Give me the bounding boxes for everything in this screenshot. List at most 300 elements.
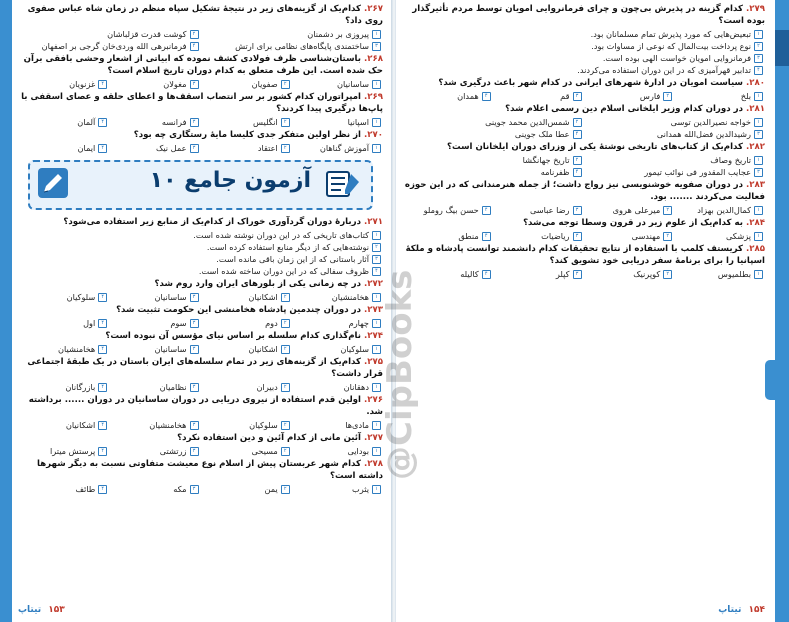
option-box-icon: ۱ [372, 447, 381, 456]
answer-options [18, 28, 383, 52]
question-number: ۲۶۹. [363, 92, 383, 102]
right-column [402, 2, 765, 600]
answer-option[interactable] [402, 268, 493, 280]
option-text: سلوکیان [249, 420, 278, 430]
answer-option[interactable] [18, 445, 109, 457]
question-stem [18, 91, 383, 115]
option-box-icon: ۳ [190, 118, 199, 127]
answer-option[interactable] [18, 483, 109, 495]
option-box-icon: ۴ [98, 447, 107, 456]
answer-option[interactable] [18, 116, 109, 128]
option-text: دوم [265, 318, 278, 328]
question-number: ۲۸۵. [745, 244, 765, 254]
question-number: ۲۷۵. [363, 357, 383, 367]
answer-option[interactable] [674, 90, 765, 102]
edge-marker [765, 360, 775, 400]
option-text: نوشته‌هایی که از دیگر منابع استفاده کرده است. [206, 242, 369, 252]
left-column [18, 2, 383, 600]
option-text: کوشت قدرت قزلباشان [107, 29, 187, 39]
answer-option[interactable] [18, 241, 383, 253]
answer-option[interactable] [493, 204, 584, 216]
answer-option[interactable] [201, 445, 292, 457]
question-stem [402, 77, 765, 89]
option-box-icon: ۳ [190, 485, 199, 494]
option-text: سوم [170, 318, 187, 328]
option-text: مهندسی [631, 231, 661, 241]
question-number: ۲۸۲. [745, 142, 765, 152]
answer-option[interactable] [292, 419, 383, 431]
answer-option[interactable] [493, 230, 584, 242]
answer-option[interactable] [109, 343, 200, 355]
option-box-icon: ۳ [190, 383, 199, 392]
option-text: هخامنشیان [331, 292, 369, 302]
option-box-icon: ۱ [754, 118, 763, 127]
option-box-icon: ۱ [372, 118, 381, 127]
left-page-number: ۱۵۳ [48, 605, 65, 615]
question-number: ۲۸۱. [745, 104, 765, 114]
answer-option[interactable] [292, 381, 383, 393]
left-footer [18, 605, 69, 619]
question-text: در دوران صفویه خوشنویسی نیز رواج داشت؛ از جمله هنرمندانی که در این حوزه فعالیت می‌کردند ....... بود. [404, 180, 765, 202]
exam-icon [325, 170, 361, 198]
question-stem [18, 278, 383, 290]
answer-option[interactable] [201, 343, 292, 355]
option-box-icon: ۲ [663, 270, 672, 279]
answer-option[interactable] [18, 229, 383, 241]
option-box-icon: ۲ [281, 118, 290, 127]
option-text: عمل نیک [156, 143, 187, 153]
answer-option[interactable] [18, 142, 109, 154]
option-text: بازرگانان [65, 382, 96, 392]
answer-option[interactable] [674, 268, 765, 280]
option-box-icon: ۳ [573, 92, 582, 101]
option-text: خواجه نصیرالدین توسی [670, 117, 751, 127]
answer-option[interactable] [584, 230, 675, 242]
option-box-icon: ۱ [754, 232, 763, 241]
option-text: سلوکیان [66, 292, 96, 302]
answer-option[interactable] [584, 204, 675, 216]
option-text: دبیران [256, 382, 278, 392]
option-text: دهقانان [343, 382, 369, 392]
answer-options [18, 291, 383, 303]
answer-option[interactable] [109, 142, 200, 154]
option-text: کالیله [460, 269, 479, 279]
option-text: آموزش گناهان [319, 143, 369, 153]
answer-option[interactable] [402, 204, 493, 216]
answer-options [402, 204, 765, 216]
question-number: ۲۸۴. [745, 218, 765, 228]
answer-option[interactable] [292, 291, 383, 303]
question-text: از نظر اولین متفکر جدی کلیسا مایهٔ رستگاری چه بود؟ [133, 130, 361, 140]
option-box-icon: ۳ [754, 130, 763, 139]
answer-option[interactable] [109, 419, 200, 431]
option-box-icon: ۲ [281, 485, 290, 494]
answer-options [18, 229, 383, 277]
option-box-icon: ۴ [372, 267, 381, 276]
option-text: میرعلی هروی [612, 205, 661, 215]
answer-options [402, 230, 765, 242]
option-box-icon: ۳ [190, 421, 199, 430]
answer-option[interactable] [292, 445, 383, 457]
option-box-icon: ۳ [372, 255, 381, 264]
option-box-icon: ۴ [482, 270, 491, 279]
left-questions-top [18, 3, 383, 154]
option-box-icon: ۱ [372, 319, 381, 328]
option-text: عطا ملک جوینی [514, 129, 570, 139]
question-text: آئین مانی از کدام آئین و دین استفاده نکرد؟ [177, 433, 361, 443]
option-text: غزنویان [69, 79, 96, 89]
banner-title: آزمون جامع ۱۰ [149, 168, 311, 193]
answer-options [18, 116, 383, 128]
option-box-icon: ۱ [754, 206, 763, 215]
option-box-icon: ۱ [754, 270, 763, 279]
option-box-icon: ۴ [98, 144, 107, 153]
option-box-icon: ۲ [754, 42, 763, 51]
option-box-icon: ۴ [482, 232, 491, 241]
option-text: ساسانیان [154, 344, 187, 354]
answer-options [18, 483, 383, 495]
answer-option[interactable] [201, 291, 292, 303]
option-text: عجایب المقدور فی نوائب تیمور [644, 167, 751, 177]
option-text: اعتقاد [257, 143, 278, 153]
option-box-icon: ۴ [98, 118, 107, 127]
option-text: کتاب‌های تاریخی که در این دوران نوشته شده است. [193, 230, 369, 240]
option-text: چهارم [348, 318, 369, 328]
option-text: سلوکیان [340, 344, 369, 354]
option-box-icon: ۴ [98, 293, 107, 302]
option-box-icon: ۴ [98, 383, 107, 392]
question-text: کدام‌یک از کتاب‌های تاریخی نوشتهٔ یکی از وزرای دوران ایلخانان است؟ [446, 142, 743, 152]
answer-option[interactable] [109, 317, 200, 329]
answer-option[interactable] [18, 253, 383, 265]
option-box-icon: ۴ [573, 130, 582, 139]
answer-option[interactable] [201, 116, 292, 128]
question-number: ۲۷۰. [363, 130, 383, 140]
right-footer [718, 605, 769, 619]
question-stem [402, 179, 765, 203]
section-edge-tab [775, 30, 789, 66]
left-footer-label: تیتاپ [18, 605, 42, 615]
option-text: ساسانیان [337, 79, 369, 89]
right-page [396, 0, 789, 622]
option-box-icon: ۳ [573, 270, 582, 279]
option-box-icon: ۱ [372, 293, 381, 302]
option-text: ظروف سفالی که در این دوران ساخته شده است. [198, 266, 369, 276]
watermark: @CipBooks [380, 269, 420, 480]
option-text: ظفرنامه [540, 167, 570, 177]
answer-option[interactable] [292, 116, 383, 128]
option-text: زرتشتی [159, 446, 187, 456]
option-text: صفویان [251, 79, 278, 89]
question-text: کدام گزینه در پذیرش بی‌چون و چرای فرمانروایی امویان توسط مردم تأثیرگذار بوده است؟ [412, 4, 765, 26]
option-text: فرمانروایی امویان خواست الهی بوده است. [602, 53, 751, 63]
right-footer-label: تیتاپ [718, 605, 742, 615]
option-text: انگلیس [253, 117, 278, 127]
answer-option[interactable] [201, 28, 384, 40]
option-text: کمال‌الدین بهزاد [697, 205, 751, 215]
answer-option[interactable] [402, 154, 584, 166]
question-stem [18, 216, 383, 228]
answer-option[interactable] [18, 28, 201, 40]
option-box-icon: ۴ [98, 421, 107, 430]
pencil-icon [38, 168, 68, 198]
question-stem [402, 103, 765, 115]
answer-option[interactable] [584, 128, 766, 140]
option-box-icon: ۲ [281, 421, 290, 430]
option-text: اسپانیا [347, 117, 369, 127]
option-text: اشکانیان [65, 420, 96, 430]
answer-options [18, 142, 383, 154]
question-stem [18, 394, 383, 418]
option-text: تاریخ جهانگشا [522, 155, 570, 165]
answer-option[interactable] [109, 445, 200, 457]
question-number: ۲۷۸. [363, 459, 383, 469]
option-text: ساختمندی پایگاه‌های نظامی برای ارتش [235, 41, 369, 51]
option-text: بودایی [347, 446, 369, 456]
answer-option[interactable] [201, 381, 292, 393]
answer-option[interactable] [292, 142, 383, 154]
answer-option[interactable] [109, 483, 200, 495]
answer-option[interactable] [18, 78, 109, 90]
question-text: امپراتوران کدام کشور بر سر انتصاب اسقف‌ها و اعطای حلقه و عصای اسقفی با پاپ‌ها درگیری پیدا کردند؟ [21, 92, 383, 114]
answer-options [402, 28, 765, 76]
question-stem [18, 458, 383, 482]
answer-option[interactable] [109, 291, 200, 303]
answer-option[interactable] [18, 291, 109, 303]
answer-options [402, 116, 765, 140]
answer-option[interactable] [292, 78, 383, 90]
option-text: نوع پرداخت بیت‌المال که نوعی از مساوات بود. [591, 41, 751, 51]
answer-option[interactable] [18, 381, 109, 393]
option-text: فارس [639, 91, 661, 101]
answer-option[interactable] [402, 166, 584, 178]
option-box-icon: ۱ [754, 30, 763, 39]
option-text: رشیدالدین فضل‌الله همدانی [656, 129, 751, 139]
option-text: مکه [173, 484, 187, 494]
question-number: ۲۶۷. [363, 4, 383, 14]
answer-option[interactable] [18, 419, 109, 431]
answer-option[interactable] [402, 52, 765, 64]
question-text: در چه زمانی یکی از بلورهای ایران وارد روم شد؟ [154, 279, 361, 289]
answer-options [18, 78, 383, 90]
option-text: یثرب [352, 484, 369, 494]
question-stem [402, 243, 765, 267]
option-box-icon: ۴ [98, 485, 107, 494]
question-number: ۲۷۳. [363, 305, 383, 315]
option-box-icon: ۴ [98, 80, 107, 89]
answer-option[interactable] [584, 90, 675, 102]
option-box-icon: ۲ [281, 383, 290, 392]
answer-option[interactable] [402, 116, 584, 128]
option-text: همدان [457, 91, 479, 101]
option-text: تدابیر قهرآمیزی که در این دوران استفاده می‌کردند. [577, 65, 751, 75]
option-box-icon: ۳ [190, 345, 199, 354]
option-box-icon: ۳ [190, 319, 199, 328]
answer-option[interactable] [292, 317, 383, 329]
answer-option[interactable] [201, 317, 292, 329]
option-box-icon: ۱ [372, 144, 381, 153]
option-text: تبعیض‌هایی که مورد پذیرش تمام مسلمانان بود. [590, 29, 751, 39]
option-box-icon: ۴ [754, 66, 763, 75]
option-box-icon: ۲ [663, 206, 672, 215]
answer-option[interactable] [402, 64, 765, 76]
answer-option[interactable] [584, 166, 766, 178]
answer-options [402, 154, 765, 178]
question-text: کدام‌یک از گزینه‌های زیر در نتیجهٔ تشکیل سپاه منظم در زمان شاه عباس صفوی روی داد؟ [27, 4, 383, 26]
question-stem [18, 432, 383, 444]
option-box-icon: ۲ [190, 30, 199, 39]
option-text: قم [560, 91, 570, 101]
option-text: منطق [458, 231, 479, 241]
question-text: در دوران کدام وزیر ایلخانی اسلام دین رسمی اعلام شد؟ [505, 104, 743, 114]
question-text: سیاست امویان در ادارهٔ شهرهای ایرانی در کدام شهر باعث درگیری شد؟ [438, 78, 743, 88]
option-box-icon: ۳ [573, 206, 582, 215]
answer-options [18, 317, 383, 329]
answer-option[interactable] [201, 142, 292, 154]
question-text: به کدام‌یک از علوم زیر در قرون وسطا توجه می‌شد؟ [523, 218, 743, 228]
option-text: رضا عباسی [529, 205, 570, 215]
right-questions [402, 3, 765, 280]
question-stem [18, 330, 383, 342]
answer-option[interactable] [109, 116, 200, 128]
option-box-icon: ۲ [663, 92, 672, 101]
option-text: بلخ [740, 91, 751, 101]
option-text: ایمان [77, 143, 96, 153]
option-text: هخامنشیان [58, 344, 96, 354]
option-box-icon: ۳ [372, 42, 381, 51]
question-number: ۲۶۸. [363, 54, 383, 64]
option-box-icon: ۳ [190, 293, 199, 302]
question-number: ۲۸۰. [745, 78, 765, 88]
question-stem [18, 3, 383, 27]
question-text: باستان‌شناسی ظرف فولادی کشف نموده که ابیاتی از اشعار وحشی بافقی برآن حک شده است. این ظرف متعلق به کدام دوران تاریخ اسلام است؟ [23, 54, 383, 76]
option-box-icon: ۲ [573, 118, 582, 127]
answer-option[interactable] [674, 230, 765, 242]
option-text: یمن [264, 484, 278, 494]
question-stem [18, 129, 383, 141]
question-stem [402, 217, 765, 229]
option-box-icon: ۴ [482, 92, 491, 101]
answer-option[interactable] [584, 116, 766, 128]
question-number: ۲۷۴. [363, 331, 383, 341]
answer-option[interactable] [674, 204, 765, 216]
option-box-icon: ۴ [573, 168, 582, 177]
answer-option[interactable] [201, 40, 384, 52]
answer-option[interactable] [201, 78, 292, 90]
option-box-icon: ۳ [754, 168, 763, 177]
option-box-icon: ۲ [663, 232, 672, 241]
answer-options [402, 268, 765, 280]
answer-option[interactable] [18, 343, 109, 355]
question-text: اولین قدم استفاده از نیروی دریایی در دوران ساسانیان در دوران ...... برداشته شد. [28, 395, 383, 417]
option-box-icon: ۱ [372, 80, 381, 89]
answer-option[interactable] [584, 154, 766, 166]
answer-option[interactable] [493, 268, 584, 280]
question-number: ۲۷۶. [363, 395, 383, 405]
question-stem [18, 356, 383, 380]
option-box-icon: ۲ [281, 144, 290, 153]
option-text: بطلمیوس [717, 269, 751, 279]
option-box-icon: ۳ [190, 447, 199, 456]
left-page [0, 0, 393, 622]
option-box-icon: ۱ [754, 92, 763, 101]
question-text: در دوران چندمین پادشاه هخامنشی این حکومت تثبیت شد؟ [116, 305, 361, 315]
option-box-icon: ۲ [281, 319, 290, 328]
option-text: کوپرنیک [633, 269, 661, 279]
answer-option[interactable] [402, 40, 765, 52]
answer-options [18, 419, 383, 431]
option-text: ساسانیان [154, 292, 187, 302]
question-stem [402, 3, 765, 27]
option-box-icon: ۲ [281, 447, 290, 456]
answer-option[interactable] [402, 128, 584, 140]
option-box-icon: ۱ [372, 383, 381, 392]
option-box-icon: ۲ [372, 243, 381, 252]
answer-option[interactable] [18, 265, 383, 277]
left-questions-bottom [18, 216, 383, 495]
answer-options [402, 90, 765, 102]
option-box-icon: ۲ [281, 80, 290, 89]
option-box-icon: ۳ [190, 80, 199, 89]
option-text: اشکانیان [248, 344, 278, 354]
option-text: حسن بیگ روملو [423, 205, 479, 215]
question-number: ۲۸۳. [745, 180, 765, 190]
option-text: آثار باستانی که از این زمان باقی مانده است. [216, 254, 369, 264]
option-box-icon: ۱ [372, 231, 381, 240]
answer-option[interactable] [584, 268, 675, 280]
option-box-icon: ۴ [482, 206, 491, 215]
option-text: پیروزی بر دشمنان [307, 29, 369, 39]
question-text: کریستف کلمب با استفاده از نتایج تحقیقات کدام دانشمند توانست پادشاه و ملکهٔ اسپانیا را برای برنامهٔ سفر دریایی خود تشویق کند؟ [405, 244, 765, 266]
question-text: کدام شهر عربستان پیش از اسلام نوع معیشت متفاوتی نسبت به دیگر شهرها داشته است؟ [36, 459, 383, 481]
question-number: ۲۷۷. [363, 433, 383, 443]
answer-option[interactable] [201, 419, 292, 431]
option-text: نظامیان [159, 382, 187, 392]
question-stem [18, 53, 383, 77]
option-box-icon: ۱ [372, 485, 381, 494]
answer-option[interactable] [493, 90, 584, 102]
answer-option[interactable] [18, 317, 109, 329]
option-text: فرمانبرهی الله وردی‌خان گرجی بر اصفهان [41, 41, 187, 51]
option-box-icon: ۳ [573, 232, 582, 241]
answer-options [18, 445, 383, 457]
option-text: پرستش میترا [49, 446, 96, 456]
answer-option[interactable] [201, 483, 292, 495]
answer-option[interactable] [18, 40, 201, 52]
answer-option[interactable] [109, 78, 200, 90]
option-text: اول [83, 318, 96, 328]
answer-option[interactable] [402, 90, 493, 102]
question-number: ۲۷۱. [363, 217, 383, 227]
option-box-icon: ۱ [372, 30, 381, 39]
question-stem [402, 141, 765, 153]
option-box-icon: ۲ [281, 293, 290, 302]
answer-option[interactable] [292, 343, 383, 355]
option-box-icon: ۴ [190, 42, 199, 51]
option-text: کپلر [555, 269, 570, 279]
answer-option[interactable] [402, 28, 765, 40]
answer-option[interactable] [292, 483, 383, 495]
option-text: شمس‌الدین محمد جوینی [485, 117, 570, 127]
option-text: طائف [75, 484, 96, 494]
question-stem [18, 304, 383, 316]
answer-option[interactable] [402, 230, 493, 242]
option-box-icon: ۴ [98, 319, 107, 328]
question-text: دربارهٔ دوران گردآوری خوراک از کدام‌یک از منابع زیر استفاده می‌شود؟ [63, 217, 361, 227]
answer-option[interactable] [109, 381, 200, 393]
option-box-icon: ۱ [372, 421, 381, 430]
answer-options [18, 343, 383, 355]
